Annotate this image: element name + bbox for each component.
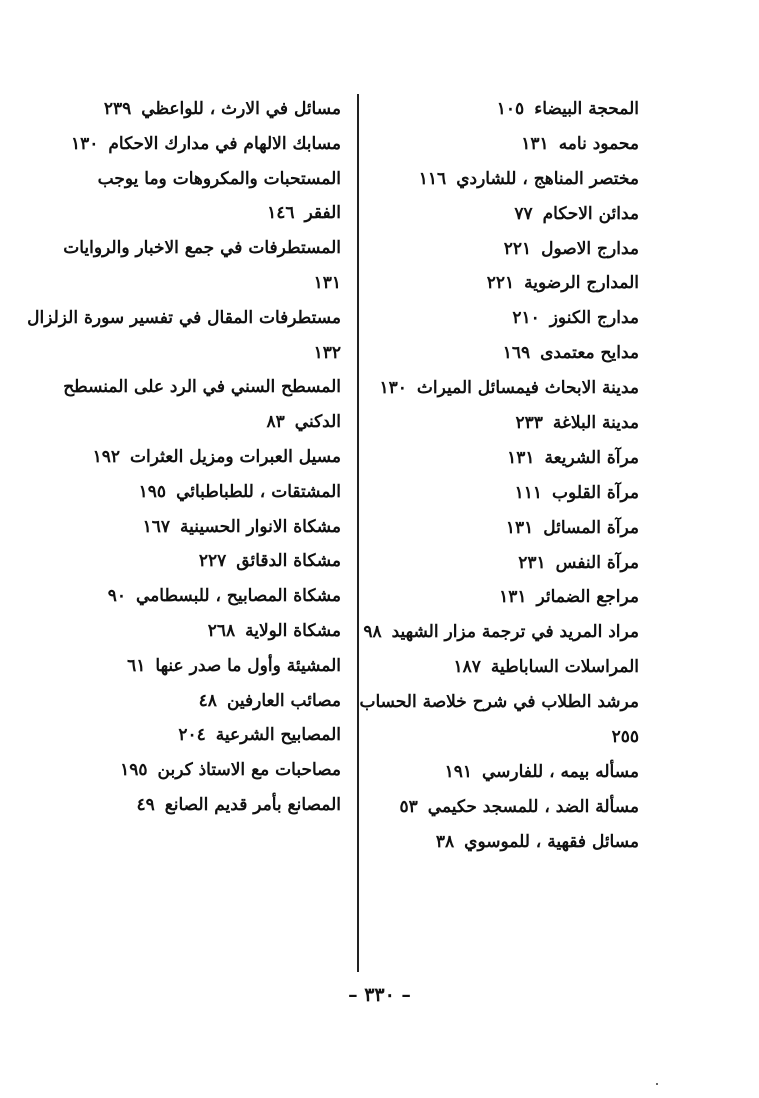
index-entry [377, 127, 639, 162]
entry-title: مدينة البلاغة [552, 413, 639, 434]
entry-page-number: ٢١٠ [512, 308, 540, 329]
entry-title: مشكاة الانوار الحسينية [180, 516, 341, 537]
index-entry [61, 788, 341, 823]
entry-title: محمود نامه [558, 133, 639, 154]
index-entry [359, 685, 639, 720]
entry-page-number: ٤٩ [136, 794, 155, 815]
index-entry [61, 510, 341, 545]
entry-page-number: ١١١ [514, 482, 543, 503]
entry-page-number: ٢٦٨ [207, 620, 236, 641]
entry-page-number: ١٩٢ [92, 446, 120, 467]
index-entry [377, 755, 639, 790]
index-entry [377, 232, 639, 267]
entry-title: مرآة المسائل [543, 517, 639, 538]
entry-title: الفقر [304, 203, 341, 224]
entry-title: مرآة النفس [555, 552, 639, 573]
paper-speck [656, 1083, 658, 1085]
index-entry [61, 579, 341, 614]
entry-page-number: ٢٣١ [518, 552, 546, 573]
entry-title: المسطح السني في الرد على المنسطح [63, 377, 341, 398]
index-entry [61, 475, 341, 510]
entry-title: مستطرفات المقال في تفسير سورة الزلزال [27, 307, 341, 328]
index-entry [377, 546, 639, 581]
entry-title: المستحبات والمكروهات وما يوجب [97, 168, 341, 189]
entry-title: مرشد الطلاب في شرح خلاصة الحساب [359, 692, 639, 713]
index-entry [61, 92, 341, 127]
entry-title: مراجع الضمائر [536, 587, 639, 608]
entry-title: مشكاة الولاية [245, 620, 341, 641]
index-entry [61, 162, 341, 197]
entry-title: مدارج الاصول [541, 238, 639, 259]
entry-title: المدارج الرضوية [524, 273, 639, 294]
entry-page-number: ٦١ [127, 655, 146, 676]
index-entry [61, 231, 341, 266]
entry-page-number: ٧٧ [514, 203, 533, 224]
entry-page-number: ١٣١ [521, 133, 549, 154]
entry-page-number: ٢٢١ [503, 238, 532, 259]
index-entry [377, 650, 639, 685]
index-entry [61, 614, 341, 649]
entry-title: مراد المريد في ترجمة مزار الشهيد [391, 622, 639, 643]
entry-title: مختصر المناهج ، للشاردي [456, 168, 639, 189]
index-entry [61, 718, 341, 753]
index-entry [61, 196, 341, 231]
entry-page-number: ٤٨ [198, 690, 217, 711]
entry-page-number: ٢٣٣ [515, 413, 543, 434]
entry-title: مدينة الابحاث فيمسائل الميراث [416, 378, 639, 399]
entry-page-number: ٩٨ [363, 622, 382, 643]
entry-title: مدايح معتمدى [540, 343, 639, 364]
index-entry [61, 544, 341, 579]
index-entry [377, 790, 639, 825]
entry-page-number: ٣٨ [435, 831, 455, 852]
index-entry [377, 720, 639, 755]
entry-page-number: ١٤٦ [267, 203, 295, 224]
entry-title: مدارج الكنوز [549, 308, 639, 329]
column-divider [357, 94, 359, 972]
entry-page-number: ١٩٥ [120, 760, 148, 781]
entry-title: مسيل العبرات ومزيل العثرات [129, 446, 341, 467]
index-entry [377, 92, 639, 127]
index-entry [377, 511, 639, 546]
index-entry [61, 753, 341, 788]
index-entry [377, 162, 639, 197]
entry-page-number: ١٣١ [499, 587, 527, 608]
index-entry [27, 301, 341, 336]
entry-page-number: ١١٦ [418, 168, 447, 189]
entry-title: المشيئة وأول ما صدر عنها [155, 655, 341, 676]
entry-title: ١٣١ [313, 272, 341, 293]
entry-title: المستطرفات في جمع الاخبار والروايات [63, 238, 341, 259]
entry-title: مشكاة الدقائق [236, 551, 341, 572]
entry-page-number: ٩٠ [107, 586, 127, 607]
index-entry [377, 336, 639, 371]
index-entry [377, 406, 639, 441]
entry-page-number: ١٨٧ [453, 657, 481, 678]
index-entry [61, 684, 341, 719]
entry-title: مرآة الشريعة [544, 447, 639, 468]
entry-page-number: ٨٣ [266, 412, 285, 433]
index-entry [61, 649, 341, 684]
entry-title: مصائب العارفين [226, 690, 341, 711]
entry-title: مسألة الضد ، للمسجد حكيمي [427, 796, 639, 817]
entry-title: الدكني [294, 412, 341, 433]
entry-page-number: ١٩٥ [138, 481, 167, 502]
index-entry [61, 440, 341, 475]
index-entry [377, 580, 639, 615]
entry-title: مسابك الالهام في مدارك الاحكام [108, 133, 341, 154]
index-entry [61, 336, 341, 371]
entry-title: ١٣٢ [313, 342, 341, 363]
entry-page-number: ١٩١ [444, 761, 472, 782]
entry-title: مسائل فقهية ، للموسوي [464, 831, 639, 852]
index-entry [377, 266, 639, 301]
entry-page-number: ١٠٥ [496, 99, 525, 119]
page-number: – ٣٣٠ – [348, 984, 411, 1006]
entry-title: مشكاة المصابيح ، للبسطامي [136, 586, 341, 607]
entry-page-number: ٢٠٤ [178, 725, 206, 746]
entry-page-number: ١٣٠ [379, 378, 407, 399]
entry-title: ٢٥٥ [611, 727, 639, 748]
entry-title: المصابيح الشرعية [215, 725, 341, 746]
entry-title: المراسلات الساباطية [490, 657, 639, 678]
left-column [27, 92, 341, 823]
index-entry [61, 127, 341, 162]
entry-page-number: ٢٣٩ [103, 99, 132, 119]
entry-page-number: ١٣١ [507, 447, 535, 468]
entry-title: مدائن الاحكام [542, 203, 639, 224]
entry-title: مرآة القلوب [552, 482, 639, 503]
index-entry [363, 615, 639, 650]
index-entry [377, 441, 639, 476]
index-entry [377, 301, 639, 336]
index-entry [61, 370, 341, 405]
entry-page-number: ٢٢١ [486, 273, 515, 294]
entry-title: المشتقات ، للطباطبائي [176, 481, 341, 502]
index-entry [377, 371, 639, 406]
entry-title: مصاحبات مع الاستاذ كربن [157, 760, 341, 781]
entry-title: مسأله بيمه ، للفارسي [481, 761, 639, 782]
index-entry [377, 197, 639, 232]
entry-page-number: ٢٢٧ [198, 551, 227, 572]
index-entry [61, 266, 341, 301]
entry-page-number: ١٣٠ [70, 133, 99, 154]
index-entry [377, 825, 639, 860]
entry-page-number: ١٦٩ [502, 343, 531, 364]
entry-page-number: ١٣١ [505, 517, 534, 538]
entry-page-number: ٥٣ [399, 796, 418, 817]
index-entry [377, 476, 639, 511]
entry-title: مسائل في الارث ، للواعظي [141, 99, 341, 119]
index-entry [61, 405, 341, 440]
entry-page-number: ١٦٧ [142, 516, 170, 537]
entry-title: المحجة البيضاء [534, 99, 639, 119]
right-column [359, 92, 639, 860]
entry-title: المصانع بأمر قديم الصانع [164, 794, 341, 815]
